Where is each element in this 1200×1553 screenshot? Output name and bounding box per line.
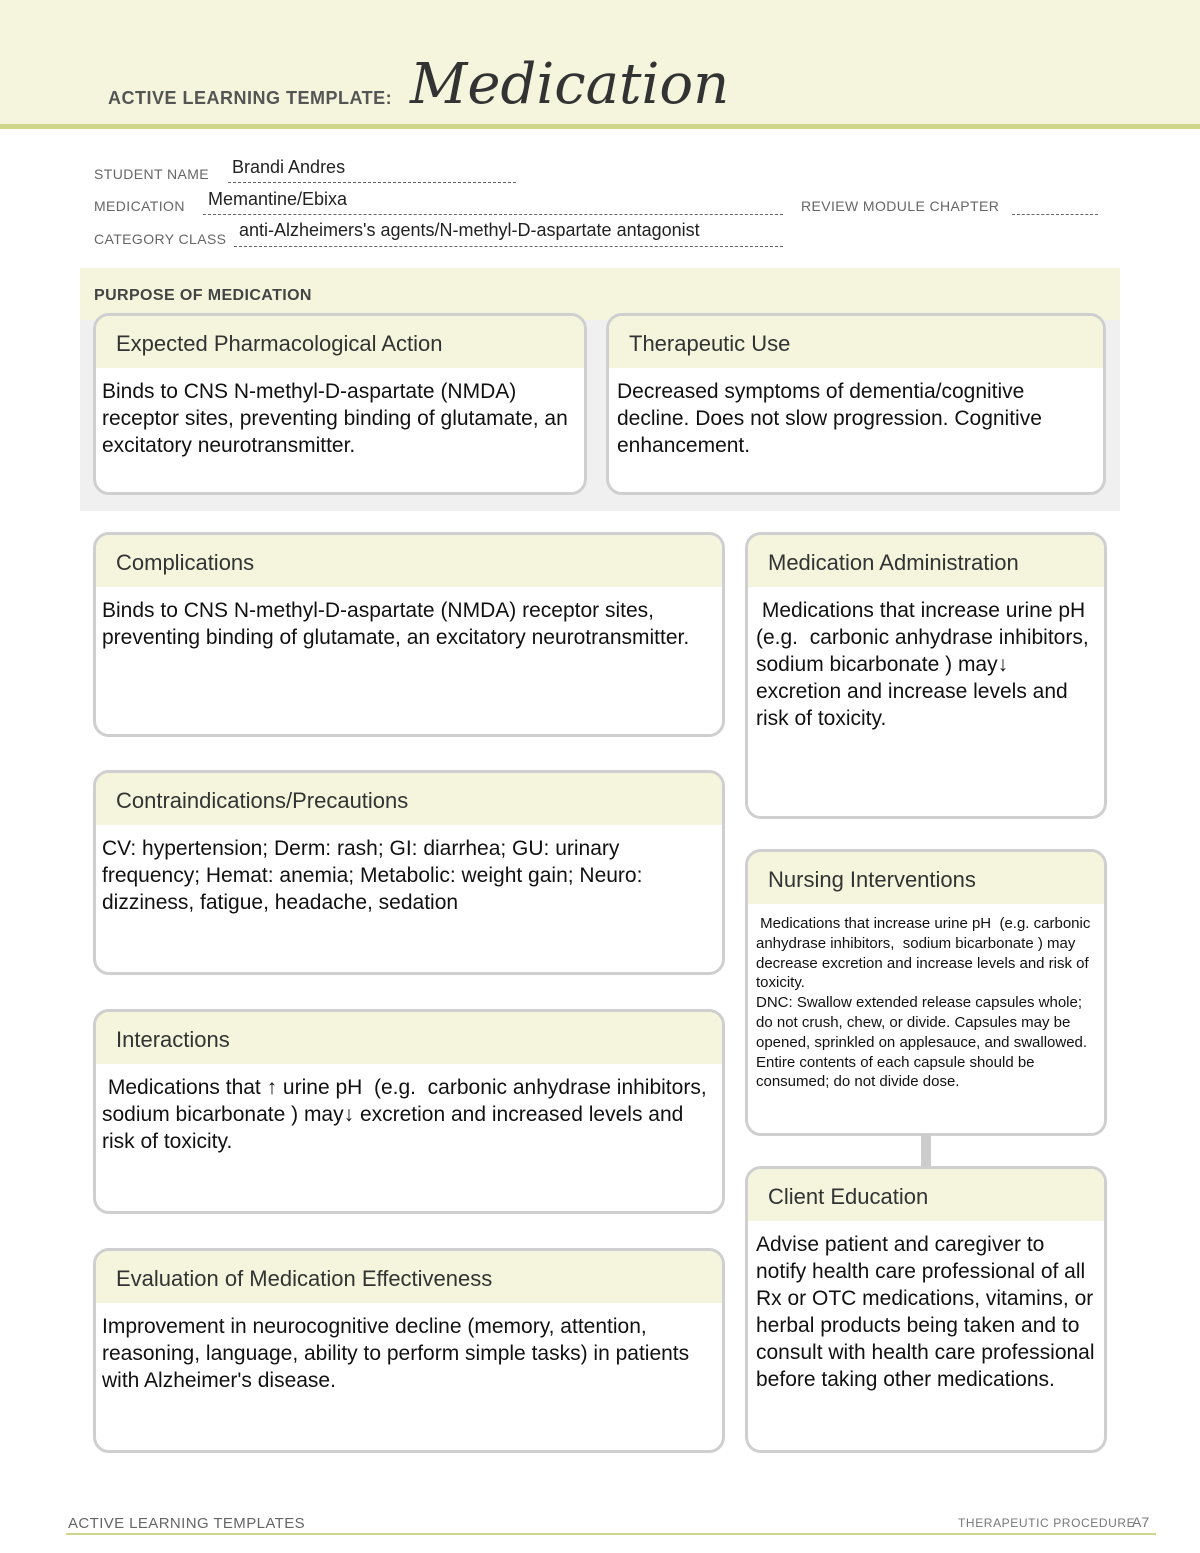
interactions-text[interactable]: Medications that ↑ urine pH (e.g. carbonic anhydrase inhibitors, sodium bicarbonate ) may↓ excretion and increased levels and risk of toxicity. xyxy=(102,1076,719,1153)
footer-right: THERAPEUTIC PROCEDURE xyxy=(958,1516,1136,1530)
category-field[interactable]: anti-Alzheimers's agents/N-methyl-D-aspartate antagonist xyxy=(239,220,700,240)
medication-field[interactable]: Memantine/Ebixa xyxy=(208,189,348,209)
contraindications-text[interactable]: CV: hypertension; Derm: rash; GI: diarrhea; GU: urinary frequency; Hemat: anemia; Metabolic: weight gain; Neuro: dizziness, fatigue, headache, sedation xyxy=(102,837,643,914)
nursing-interventions-title: Nursing Interventions xyxy=(748,852,1104,904)
student-name-field[interactable]: Brandi Andres xyxy=(232,157,346,177)
expected-action-text[interactable]: Binds to CNS N-methyl-D-aspartate (NMDA) receptor sites, preventing binding of glutamate, an excitatory neurotransmitter. xyxy=(102,380,568,457)
purpose-label: PURPOSE OF MEDICATION xyxy=(94,287,312,304)
interactions-title: Interactions xyxy=(96,1012,722,1064)
evaluation-text[interactable]: Improvement in neurocognitive decline (memory, attention, reasoning, language, ability to perform simple tasks) in patients with Alzheimer's disease. xyxy=(102,1315,690,1392)
contraindications-box xyxy=(93,770,725,975)
therapeutic-use-text[interactable]: Decreased symptoms of dementia/cognitive decline. Does not slow progression. Cognitive enhancement. xyxy=(617,380,1042,457)
connector-bar xyxy=(921,1134,931,1166)
expected-action-title: Expected Pharmacological Action xyxy=(96,316,584,368)
client-education-box xyxy=(745,1166,1107,1453)
complications-text[interactable]: Binds to CNS N-methyl-D-aspartate (NMDA) receptor sites, preventing binding of glutamate, an excitatory neurotransmitter. xyxy=(102,599,690,649)
student-name-label: STUDENT NAME xyxy=(94,166,209,182)
template-label: ACTIVE LEARNING TEMPLATE: xyxy=(108,88,393,108)
review-module-field[interactable] xyxy=(1012,192,1098,215)
therapeutic-use-box xyxy=(606,313,1106,495)
complications-title: Complications xyxy=(96,535,722,587)
nursing-interventions-box xyxy=(745,849,1107,1136)
client-education-title: Client Education xyxy=(748,1169,1104,1221)
medication-label: MEDICATION xyxy=(94,198,185,214)
evaluation-title: Evaluation of Medication Effectiveness xyxy=(96,1251,722,1303)
administration-text[interactable]: Medications that increase urine pH (e.g. carbonic anhydrase inhibitors, sodium bicarbonate ) may↓ excretion and increase levels and risk of toxicity. xyxy=(756,599,1101,730)
expected-action-box xyxy=(93,313,587,495)
complications-box xyxy=(93,532,725,737)
administration-title: Medication Administration xyxy=(748,535,1104,587)
nursing-interventions-text[interactable]: Medications that increase urine pH (e.g. carbonic anhydrase inhibitors, sodium bicarbonate ) may decrease excretion and increase levels and risk of toxicity. DNC: Swallow extended release capsules whole; do not crush, chew, or divide. Capsules may be opened, sprinkled on applesauce, and swallowed. Entire contents of each capsule should be consumed; do not divide dose. xyxy=(756,915,1091,1091)
client-education-text[interactable]: Advise patient and caregiver to notify health care professional of all Rx or OTC medications, vitamins, or herbal products being taken and to consult with health care professional before taking other medications. xyxy=(756,1233,1095,1391)
page-number: A7 xyxy=(1132,1514,1150,1530)
review-module-label: REVIEW MODULE CHAPTER xyxy=(801,198,1000,214)
page-title: Medication xyxy=(410,52,730,117)
footer-line xyxy=(66,1533,1156,1535)
therapeutic-use-title: Therapeutic Use xyxy=(609,316,1103,368)
interactions-box xyxy=(93,1009,725,1214)
administration-box xyxy=(745,532,1107,819)
category-label: CATEGORY CLASS xyxy=(94,231,227,247)
footer-left: ACTIVE LEARNING TEMPLATES xyxy=(68,1515,305,1532)
evaluation-box xyxy=(93,1248,725,1453)
contraindications-title: Contraindications/Precautions xyxy=(96,773,722,825)
